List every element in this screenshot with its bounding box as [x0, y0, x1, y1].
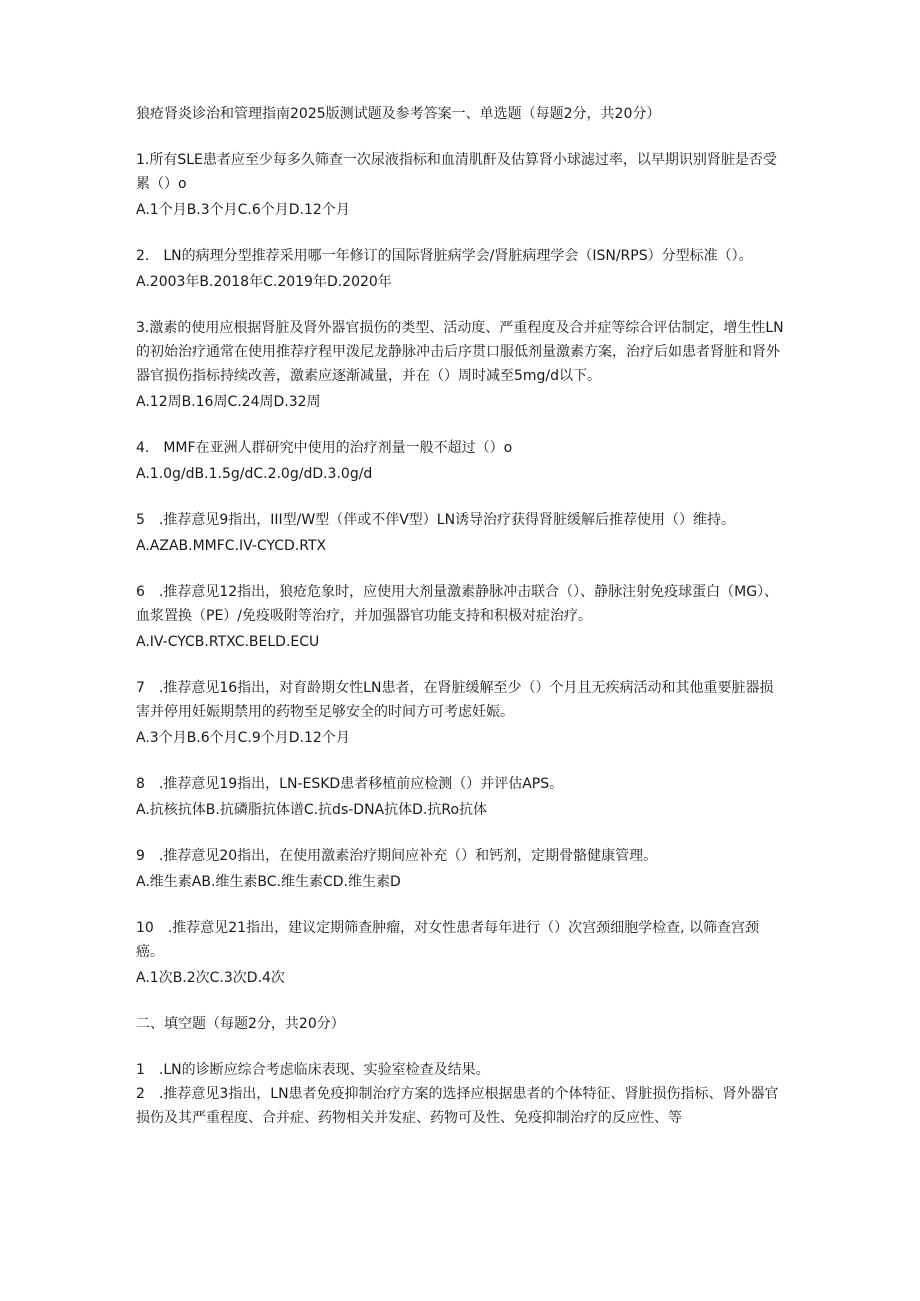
document-page: [136, 102, 786, 1130]
question-stem: 9 .推荐意见20指出，在使用激素治疗期间应补充（）和钙剂，定期骨骼健康管理。: [136, 848, 658, 864]
section-2-title: 二、填空题（每题2分，共20分）: [136, 1016, 345, 1032]
document-title: 狼疮肾炎诊治和管理指南2025版测试题及参考答案一、单选题（每题2分，共20分）: [136, 106, 661, 122]
question-6: [136, 580, 786, 654]
question-options: A.1次B.2次C.3次D.4次: [136, 970, 285, 986]
question-9: [136, 844, 786, 894]
fill-item-2: 2 .推荐意见3指出，LN患者免疫抑制治疗方案的选择应根据患者的个体特征、肾脏损伤指标、肾外器官损伤及其严重程度、合并症、药物相关并发症、药物可及性、免疫抑制治疗的反应性、等: [136, 1086, 779, 1126]
question-options: A.AZAB.MMFC.IV-CYCD.RTX: [136, 538, 327, 554]
question-3: [136, 316, 786, 414]
question-options: A.1.0g/dB.1.5g/dC.2.0g/dD.3.0g/d: [136, 466, 373, 482]
question-1: [136, 148, 786, 222]
question-10: [136, 916, 786, 990]
question-options: A.12周B.16周C.24周D.32周: [136, 394, 321, 410]
question-options: A.抗核抗体B.抗磷脂抗体谱C.抗ds-DNA抗体D.抗Ro抗体: [136, 802, 488, 818]
question-options: A.1个月B.3个月C.6个月D.12个月: [136, 202, 350, 218]
question-options: A.3个月B.6个月C.9个月D.12个月: [136, 730, 350, 746]
question-options: A.2003年B.2018年C.2019年D.2020年: [136, 274, 392, 290]
question-5: [136, 508, 786, 558]
question-options: A.维生素AB.维生素BC.维生素CD.维生素D: [136, 874, 401, 890]
question-stem: 2. LN的病理分型推荐采用哪一年修订的国际肾脏病学会/肾脏病理学会（ISN/RPS）分型标准（）。: [136, 248, 753, 264]
question-2: [136, 244, 786, 294]
question-stem: 3.激素的使用应根据肾脏及肾外器官损伤的类型、活动度、严重程度及合并症等综合评估制定，增生性LN的初始治疗通常在使用推荐疗程甲泼尼龙静脉冲击后序贯口服低剂量激素方案，治疗后如患者肾脏和肾外器官损伤指标持续改善，激素应逐渐减量，并在（）周时减至5mg/d以下。: [136, 320, 784, 384]
fill-item-1: 1 .LN的诊断应综合考虑临床表现、实验室检查及结果。: [136, 1062, 490, 1078]
question-options: A.IV-CYCB.RTXC.BELD.ECU: [136, 634, 320, 650]
question-stem: 1.所有SLE患者应至少每多久筛查一次尿液指标和血清肌酐及估算肾小球滤过率，以早期识别肾脏是否受累（）o: [136, 152, 777, 192]
question-stem: 6 .推荐意见12指出，狼疮危象时，应使用大剂量激素静脉冲击联合（）、静脉注射免疫球蛋白（MG）、血浆置换（PE）/免疫吸附等治疗，并加强器官功能支持和积极对症治疗。: [136, 584, 779, 624]
question-stem: 4. MMF在亚洲人群研究中使用的治疗剂量一般不超过（）o: [136, 440, 513, 456]
question-stem: 7 .推荐意见16指出，对育龄期女性LN患者，在肾脏缓解至少（）个月且无疾病活动和其他重要脏器损害并停用妊娠期禁用的药物至足够安全的时间方可考虑妊娠。: [136, 680, 774, 720]
question-stem: 8 .推荐意见19指出，LN-ESKD患者移植前应检测（）并评估APS。: [136, 776, 564, 792]
question-8: [136, 772, 786, 822]
question-7: [136, 676, 786, 750]
question-stem: 10 .推荐意见21指出，建议定期筛查肿瘤，对女性患者每年进行（）次宫颈细胞学检查, 以筛查宫颈癌。: [136, 920, 759, 960]
question-4: [136, 436, 786, 486]
question-stem: 5 .推荐意见9指出，III型/W型（伴或不伴V型）LN诱导治疗获得肾脏缓解后推荐使用（）维持。: [136, 512, 736, 528]
